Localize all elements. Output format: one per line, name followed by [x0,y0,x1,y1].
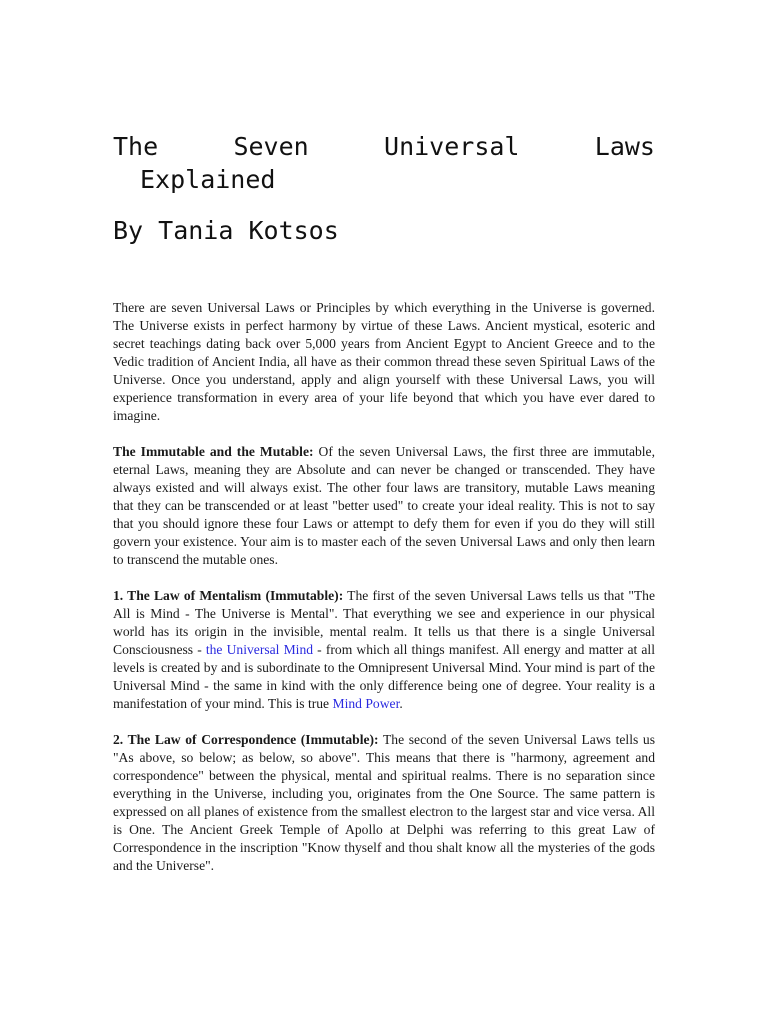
title-word: The [113,132,159,161]
paragraph-text: Of the seven Universal Laws, the first three are immutable, eternal Laws, meaning they are Absolute and can never be changed or transcended. They have always existed and will always exist. The other four laws are transitory, mutable Laws meaning that they can be transcended or at least "better used" to create your ideal reality. This is not to say that you should ignore these four Laws or attempt to defy them for even if you do they will still govern your existence. Your aim is to master each of the seven Universal Laws and only then learn to transcend the mutable ones. [113,444,655,567]
paragraph-text: - from which all things manifest. All energy and matter at all levels is created by and is subordinate to the Omnipresent Universal Mind. Your mind is part of the Universal Mind - the same in kind with the only difference being one of degree. Your reality is a manifestation of your mind. This is true [113,642,655,711]
title-word: Universal [384,132,520,161]
section-heading: The Immutable and the Mutable: [113,444,314,459]
title-word: Laws [594,132,655,161]
paragraph-text: The second of the seven Universal Laws tells us "As above, so below; as below, so above". This means that there is "harmony, agreement and correspondence" between the physical, mental and spiritual realms. There is no separation since everything in the Universe, including you, originates from the One Source. The same pattern is expressed on all planes of existence from the smallest electron to the largest star and vice versa. All is One. The Ancient Greek Temple of Apollo at Delphi was referring to this great Law of Correspondence in the inscription "Know thyself and thou shalt know all the mysteries of the gods and the Universe". [113,732,656,873]
paragraph-text: The first of the seven Universal Laws tells us that "The All is Mind - The Universe is Mental". That everything we see and experience in our physical world has its origin in the invisible, mental realm. It tells us that there is a single Universal Consciousness - [113,588,655,657]
document-byline: By Tania Kotsos [113,216,339,245]
mind-power-link[interactable]: Mind Power [332,696,400,711]
immutable-paragraph [113,443,655,569]
document-title-line2: Explained [140,165,276,194]
section-heading: 2. The Law of Correspondence (Immutable): [113,732,379,747]
title-word: Seven [233,132,309,161]
universal-mind-link[interactable]: the Universal Mind [205,642,314,657]
law-of-mentalism-paragraph [113,587,655,713]
document-title-line1 [113,130,655,163]
document-body [113,299,655,893]
intro-paragraph: There are seven Universal Laws or Principles by which everything in the Universe is governed. The Universe exists in perfect harmony by virtue of these Laws. Ancient mystical, esoteric and secret teachings dating back over 5,000 years from Ancient Egypt to Ancient Greece and to the Vedic tradition of Ancient India, all have as their common thread these seven Spiritual Laws of the Universe. Once you understand, apply and align yourself with these Universal Laws, you will experience transformation in every area of your life beyond that which you have ever dared to imagine. [113,300,655,423]
law-of-correspondence-paragraph [113,731,655,875]
paragraph-text: . [399,696,403,711]
section-heading: 1. The Law of Mentalism (Immutable): [113,588,344,603]
